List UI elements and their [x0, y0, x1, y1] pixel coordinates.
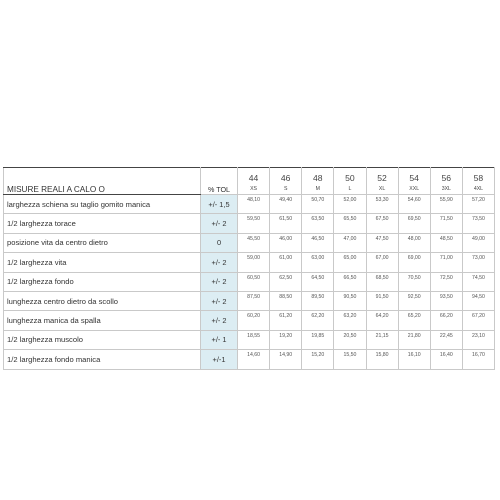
size-number: 52 — [366, 168, 398, 184]
measurement-value: 21,80 — [398, 330, 430, 349]
measurement-value: 74,50 — [462, 272, 494, 291]
measurement-label: 1/2 larghezza fondo — [4, 272, 201, 291]
size-label: XS — [238, 183, 270, 195]
measurement-value: 61,00 — [270, 253, 302, 272]
size-label: XXL — [398, 183, 430, 195]
measurement-value: 68,50 — [366, 272, 398, 291]
measurement-value: 53,30 — [366, 195, 398, 214]
measurement-value: 63,00 — [302, 253, 334, 272]
measurement-value: 14,90 — [270, 350, 302, 369]
measurement-value: 54,60 — [398, 195, 430, 214]
size-label: M — [302, 183, 334, 195]
tolerance-cell: +/- 2 — [201, 291, 238, 310]
table-row — [4, 233, 495, 252]
measurement-value: 48,50 — [430, 233, 462, 252]
measurement-value: 15,50 — [334, 350, 366, 369]
measurement-value: 62,50 — [270, 272, 302, 291]
measurement-label: 1/2 larghezza fondo manica — [4, 350, 201, 369]
table-row — [4, 195, 495, 214]
size-label: 3XL — [430, 183, 462, 195]
table-row — [4, 311, 495, 330]
table-title: MISURE REALI A CALO O — [4, 168, 201, 195]
measurement-value: 73,00 — [462, 253, 494, 272]
size-number: 56 — [430, 168, 462, 184]
size-label: S — [270, 183, 302, 195]
measurement-value: 52,00 — [334, 195, 366, 214]
measurement-value: 60,20 — [238, 311, 270, 330]
tolerance-cell: +/- 1,5 — [201, 195, 238, 214]
tolerance-cell: +/- 1 — [201, 330, 238, 349]
table-row — [4, 272, 495, 291]
measurement-value: 91,50 — [366, 291, 398, 310]
table-row — [4, 330, 495, 349]
measurement-label: 1/2 larghezza muscolo — [4, 330, 201, 349]
size-number: 58 — [462, 168, 494, 184]
measurement-value: 46,00 — [270, 233, 302, 252]
measurement-value: 46,50 — [302, 233, 334, 252]
table-row — [4, 253, 495, 272]
header-row — [4, 168, 495, 184]
measurement-value: 19,85 — [302, 330, 334, 349]
measurement-value: 88,50 — [270, 291, 302, 310]
size-label: 4XL — [462, 183, 494, 195]
tolerance-cell: 0 — [201, 233, 238, 252]
measurement-value: 48,00 — [398, 233, 430, 252]
measurement-value: 19,20 — [270, 330, 302, 349]
measurement-value: 15,20 — [302, 350, 334, 369]
measurement-label: posizione vita da centro dietro — [4, 233, 201, 252]
measurement-value: 23,10 — [462, 330, 494, 349]
table-row — [4, 350, 495, 369]
measurement-value: 64,20 — [366, 311, 398, 330]
measurement-value: 93,50 — [430, 291, 462, 310]
measurements-table — [3, 167, 495, 370]
measurement-value: 63,50 — [302, 214, 334, 233]
measurement-value: 21,15 — [366, 330, 398, 349]
measurement-value: 71,50 — [430, 214, 462, 233]
measurement-value: 66,50 — [334, 272, 366, 291]
measurement-value: 55,90 — [430, 195, 462, 214]
measurement-value: 59,50 — [238, 214, 270, 233]
measurement-value: 49,40 — [270, 195, 302, 214]
measurement-value: 47,00 — [334, 233, 366, 252]
measurement-label: lunghezza centro dietro da scollo — [4, 291, 201, 310]
size-label: L — [334, 183, 366, 195]
size-number: 44 — [238, 168, 270, 184]
measurement-value: 14,60 — [238, 350, 270, 369]
measurement-value: 15,80 — [366, 350, 398, 369]
size-chart — [3, 167, 494, 370]
measurement-value: 65,20 — [398, 311, 430, 330]
tolerance-cell: +/- 2 — [201, 272, 238, 291]
size-number: 50 — [334, 168, 366, 184]
tolerance-cell: +/- 2 — [201, 253, 238, 272]
measurement-value: 47,50 — [366, 233, 398, 252]
measurement-value: 48,10 — [238, 195, 270, 214]
measurement-value: 16,10 — [398, 350, 430, 369]
measurement-value: 22,45 — [430, 330, 462, 349]
measurement-value: 89,50 — [302, 291, 334, 310]
measurement-value: 72,50 — [430, 272, 462, 291]
tolerance-header: % TOL — [201, 168, 238, 195]
tolerance-cell: +/-1 — [201, 350, 238, 369]
measurement-value: 50,70 — [302, 195, 334, 214]
measurement-label: 1/2 larghezza torace — [4, 214, 201, 233]
measurement-value: 90,50 — [334, 291, 366, 310]
size-number: 46 — [270, 168, 302, 184]
measurement-value: 18,55 — [238, 330, 270, 349]
measurement-value: 20,50 — [334, 330, 366, 349]
measurement-label: lunghezza manica da spalla — [4, 311, 201, 330]
measurement-value: 45,50 — [238, 233, 270, 252]
measurement-value: 61,20 — [270, 311, 302, 330]
measurement-value: 65,50 — [334, 214, 366, 233]
measurement-rows — [4, 195, 495, 370]
measurement-value: 66,20 — [430, 311, 462, 330]
measurement-value: 61,50 — [270, 214, 302, 233]
measurement-value: 71,00 — [430, 253, 462, 272]
tolerance-cell: +/- 2 — [201, 311, 238, 330]
measurement-value: 59,00 — [238, 253, 270, 272]
measurement-value: 49,00 — [462, 233, 494, 252]
measurement-value: 16,40 — [430, 350, 462, 369]
measurement-label: larghezza schiena su taglio gomito manica — [4, 195, 201, 214]
tolerance-cell: +/- 2 — [201, 214, 238, 233]
measurement-value: 60,50 — [238, 272, 270, 291]
measurement-value: 69,00 — [398, 253, 430, 272]
measurement-value: 67,20 — [462, 311, 494, 330]
measurement-value: 62,20 — [302, 311, 334, 330]
table-row — [4, 214, 495, 233]
measurement-value: 65,00 — [334, 253, 366, 272]
measurement-value: 67,00 — [366, 253, 398, 272]
table-row — [4, 291, 495, 310]
size-number: 54 — [398, 168, 430, 184]
measurement-label: 1/2 larghezza vita — [4, 253, 201, 272]
measurement-value: 94,50 — [462, 291, 494, 310]
measurement-value: 70,50 — [398, 272, 430, 291]
measurement-value: 87,50 — [238, 291, 270, 310]
measurement-value: 67,50 — [366, 214, 398, 233]
size-number: 48 — [302, 168, 334, 184]
size-label: XL — [366, 183, 398, 195]
measurement-value: 16,70 — [462, 350, 494, 369]
measurement-value: 63,20 — [334, 311, 366, 330]
measurement-value: 73,50 — [462, 214, 494, 233]
measurement-value: 69,50 — [398, 214, 430, 233]
measurement-value: 64,50 — [302, 272, 334, 291]
measurement-value: 92,50 — [398, 291, 430, 310]
measurement-value: 57,20 — [462, 195, 494, 214]
